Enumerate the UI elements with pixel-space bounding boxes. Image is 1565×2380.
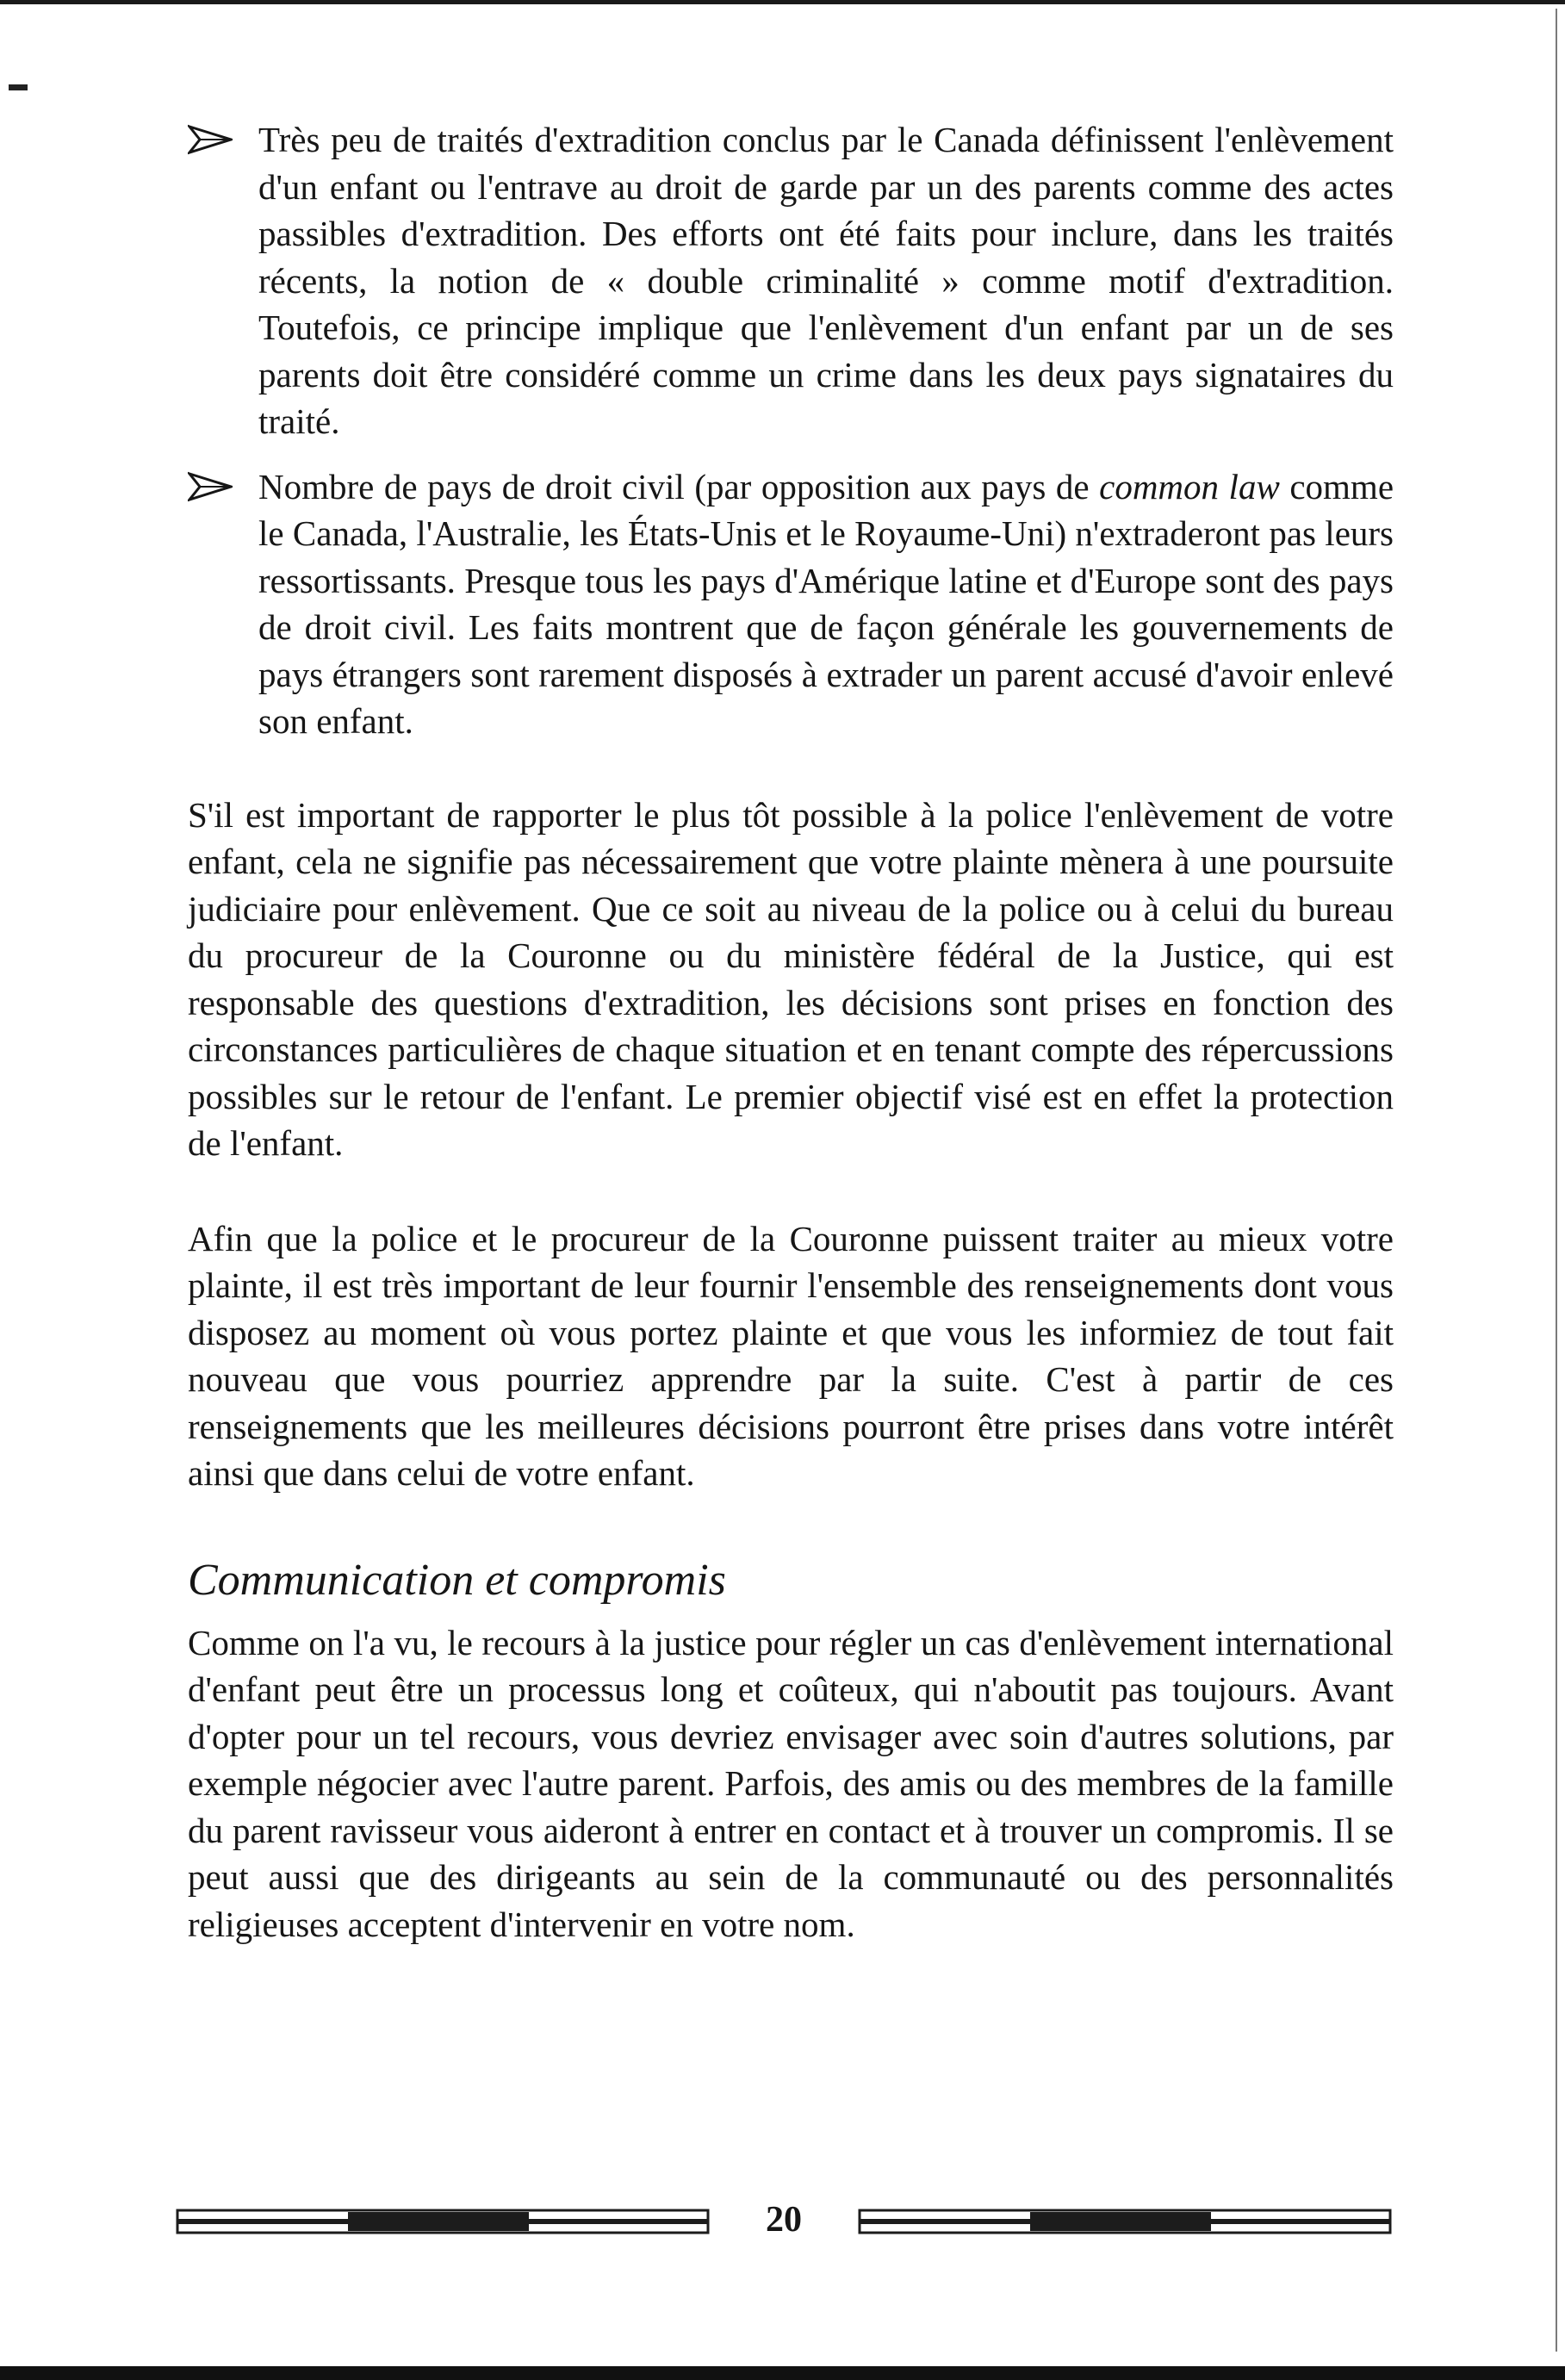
section-body-paragraph: Comme on l'a vu, le recours à la justice pour régler un cas d'enlèvement international d'enfant peut être un processus long et coûteux, qui n'aboutit pas toujours. Avant d'opter pour un tel recours, vous devriez envisager avec soin d'autres solutions, par exemple négocier avec l'autre parent. Parfois, des amis ou des membres de la famille du parent ravisseur vous aideront à entrer en contact et à trouver un compromis. Il se peut aussi que des dirigeants au sein de la communauté ou des personnalités religieuses acceptent d'intervenir en votre nom. <box>188 1622 1394 1944</box>
body-paragraph: Afin que la police et le procureur de la Couronne puissent traiter au mieux votre plainte, il est très important de leur fournir l'ensemble des renseignements dont vous disposez au moment où vous portez plainte et que vous les informiez de tout fait nouveau que vous pourriez apprendre par la suite. C'est à partir de ces renseignements que les meilleures décisions pourront être prises dans votre intérêt ainsi que dans celui de votre enfant. <box>188 1218 1394 1493</box>
bullet-text-after: comme le Canada, l'Australie, les États-Unis et le Royaume-Uni) n'extraderont pas leurs ressortissants. Presque tous les pays d'Amérique latine et d'Europe sont des pays de droit civil. Les faits montrent que de façon générale les gouvernements de pays étrangers sont rarement disposés à extrader un parent accusé d'avoir enlevé son enfant. <box>258 466 1394 741</box>
arrowhead-bullet-icon <box>188 121 233 158</box>
page-footer <box>176 2202 1392 2241</box>
body-paragraph: S'il est important de rapporter le plus tôt possible à la police l'enlèvement de votre enfant, cela ne signifie pas nécessairement que votre plainte mènera à une poursuite judiciaire pour enlèvement. Que ce soit au niveau de la police ou à celui du bureau du procureur de la Couronne ou du ministère fédéral de la Justice, qui est responsable des questions d'extradition, les décisions sont prises en fonction des circonstances particulières de chaque situation et en tenant compte des répercussions possibles sur le retour de l'enfant. Le premier objectif visé est en effet la protection de l'enfant. <box>188 794 1394 1163</box>
bullet-text-before: Nombre de pays de droit civil (par opposition aux pays de <box>258 466 1100 506</box>
scan-edge-top <box>0 0 1565 4</box>
decorative-rule <box>858 2202 1392 2241</box>
bullet-item <box>188 463 1394 745</box>
page-content <box>188 116 1394 1948</box>
section-heading: Communication et compromis <box>188 1555 726 1605</box>
scan-edge-bottom <box>0 2366 1565 2380</box>
arrowhead-bullet-icon <box>188 469 233 505</box>
page-number: 20 <box>766 2200 802 2240</box>
bullet-text: Très peu de traités d'extradition conclus par le Canada définissent l'enlèvement d'un enfant ou l'entrave au droit de garde par un des parents comme des actes passibles d'extradition. Des efforts ont été faits pour inclure, dans les traités récents, la notion de « double criminalité » comme motif d'extradition. Toutefois, ce principe implique que l'enlèvement d'un enfant par un de ses parents doit être considéré comme un crime dans les deux pays signataires du traité. <box>258 120 1394 441</box>
scan-edge-right <box>1556 9 1557 2352</box>
bullet-text-italic: common law <box>1099 466 1280 506</box>
bullet-item <box>188 116 1394 445</box>
decorative-rule <box>176 2202 710 2241</box>
scan-mark <box>9 84 28 90</box>
